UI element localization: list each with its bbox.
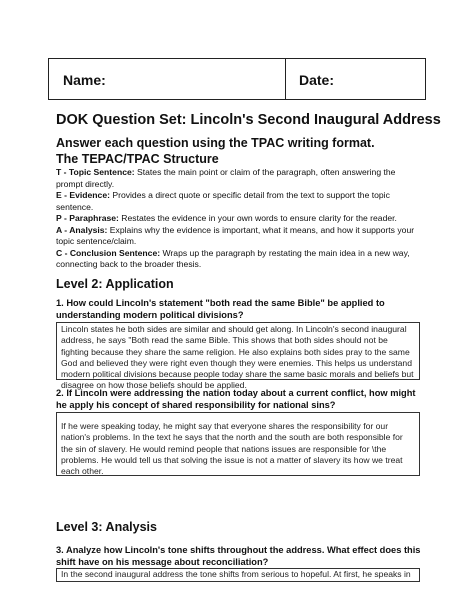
definitions-list	[56, 167, 418, 271]
answer-2-box[interactable]: If he were speaking today, he might say that everyone shares the responsibility for our nation's problems. In the text he says that the north and the south are both responsible for the sin of slavery. He would remind people that nations issues are responsible for \the problems. He would tell us that solving the issue is not a matter of slavery its how we treat each other.	[56, 412, 420, 476]
definition-term: A - Analysis:	[56, 224, 108, 235]
question-2: 2. If Lincoln were addressing the nation today about a current conflict, how might he apply his concept of shared responsibility for national sins?	[56, 388, 416, 410]
definition-item	[56, 225, 418, 248]
answer-3-box[interactable]: In the second inaugural address the tone shifts from serious to hopeful. At first, he speaks in	[56, 568, 420, 582]
level-2-heading: Level 2: Application	[56, 277, 174, 291]
level-3-heading: Level 3: Analysis	[56, 520, 157, 534]
definition-item	[56, 248, 418, 271]
definition-text: States the main point or claim of the paragraph, often answering the prompt directly.	[56, 167, 396, 189]
definition-text: Restates the evidence in your own words to ensure clarity for the reader.	[118, 213, 397, 223]
definition-term: T - Topic Sentence:	[56, 167, 135, 177]
name-date-divider	[285, 59, 286, 99]
definition-text: Provides a direct quote or specific detail from the text to support the topic sentence.	[56, 190, 390, 212]
name-label: Name:	[63, 72, 106, 88]
question-1: 1. How could Lincoln's statement "both read the same Bible" be applied to understanding modern political divisions?	[56, 298, 385, 320]
definition-item	[56, 167, 418, 190]
definition-term: C - Conclusion Sentence:	[56, 247, 161, 258]
instructions-line: Answer each question using the TPAC writing format.	[56, 136, 375, 150]
definition-text: Wraps up the paragraph by restating the main idea in a new way, connecting back to the broader thesis.	[56, 247, 410, 269]
definition-term: E - Evidence:	[56, 190, 110, 200]
definition-item	[56, 213, 418, 225]
structure-heading: The TEPAC/TPAC Structure	[56, 152, 219, 166]
definition-term: P - Paraphrase:	[56, 213, 119, 223]
name-date-box	[48, 58, 426, 100]
definition-text: Explains why the evidence is important, what it means, and how it supports your topic sentence/claim.	[56, 224, 415, 246]
definition-item	[56, 190, 418, 213]
question-3: 3. Analyze how Lincoln's tone shifts throughout the address. What effect does this shift have on his message about reconciliation?	[56, 545, 421, 567]
answer-1-box[interactable]: Lincoln states he both sides are similar and should get along. In Lincoln's second inaugural address, he says "Both read the same Bible. This shows that both sides should not be fighting because they share the same religion. He also explains both sides pray to the same God and believed they were right even though they were enemies. This helps us understand modern political divisions because people today share the same basic morals and beliefs but disagree on how those beliefs should be applied.	[56, 322, 420, 380]
document-title: DOK Question Set: Lincoln's Second Inaugural Address	[56, 112, 441, 128]
date-label: Date:	[299, 72, 335, 88]
